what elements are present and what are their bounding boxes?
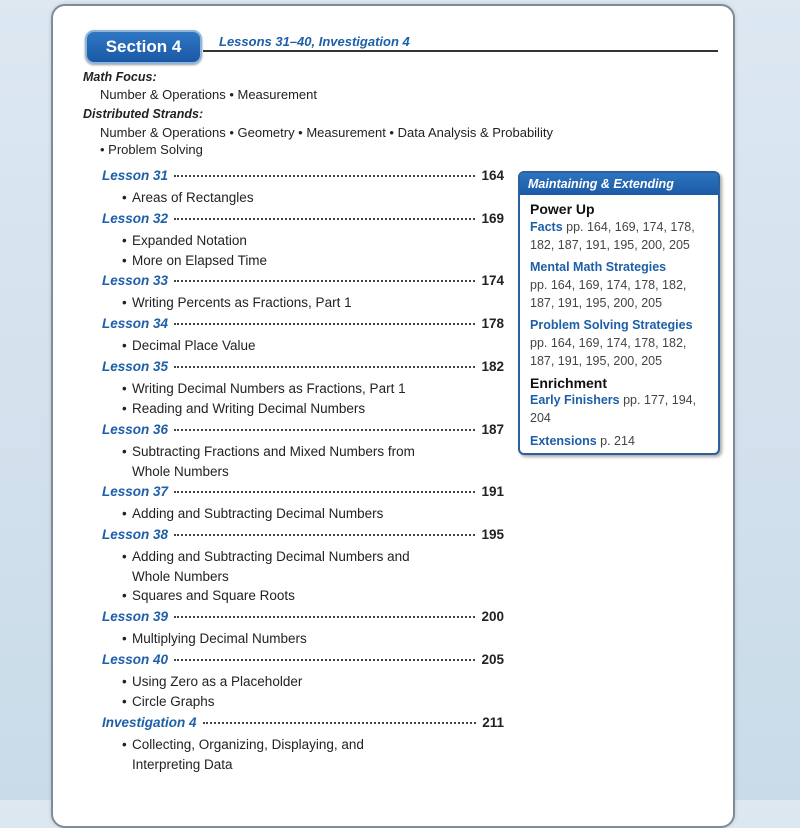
page-number: 191 [481, 484, 504, 499]
lesson-title[interactable]: Lesson 37 [102, 484, 169, 499]
topic-item: • More on Elapsed Time [122, 252, 268, 268]
topic-item-continued: Whole Numbers [132, 463, 229, 479]
lesson-title[interactable]: Lesson 31 [102, 168, 169, 183]
leader-dots [174, 218, 475, 220]
topic-item: • Reading and Writing Decimal Numbers [122, 400, 366, 416]
lesson-title[interactable]: Lesson 33 [102, 273, 169, 288]
page-number: 187 [481, 422, 504, 437]
section-tab: Section 4 [85, 30, 202, 64]
power-up-heading: Power Up [530, 201, 595, 217]
lesson-entry [102, 168, 504, 208]
section-subtitle: Lessons 31–40, Investigation 4 [219, 34, 410, 49]
strands-label: Distributed Strands: [83, 107, 204, 121]
lesson-title[interactable]: Lesson 38 [102, 527, 169, 542]
lesson-entry [102, 316, 504, 356]
facts-entry [530, 218, 708, 254]
page-number: 182 [481, 359, 504, 374]
lesson-title[interactable]: Lesson 36 [102, 422, 169, 437]
facts-pages: pp. 164, 169, 174, 178, 182, 187, 191, 195, 200, 205 [530, 220, 695, 252]
early-finishers-pages: pp. 177, 194, 204 [530, 393, 697, 425]
lesson-entry [102, 211, 504, 270]
mental-math-pages: pp. 164, 169, 174, 178, 182, 187, 191, 195, 200, 205 [530, 278, 687, 310]
problem-solving-pages: pp. 164, 169, 174, 178, 182, 187, 191, 195, 200, 205 [530, 336, 687, 368]
leader-dots [174, 366, 475, 368]
topic-item: • Adding and Subtracting Decimal Numbers [122, 506, 384, 521]
lesson-title[interactable]: Lesson 34 [102, 316, 169, 331]
lesson-title[interactable]: Lesson 35 [102, 359, 169, 374]
topic-item-continued: Interpreting Data [132, 756, 233, 772]
page-number: 195 [481, 527, 504, 542]
maintaining-extending-box [518, 171, 720, 455]
early-finishers-link[interactable]: Early Finishers [530, 393, 620, 407]
topic-item: • Circle Graphs [122, 693, 215, 709]
extensions-link[interactable]: Extensions [530, 434, 597, 448]
header-divider [203, 50, 718, 52]
facts-link[interactable]: Facts [530, 220, 563, 234]
lesson-title[interactable]: Lesson 39 [102, 609, 169, 624]
topic-item: • Squares and Square Roots [122, 588, 295, 603]
mental-math-link[interactable]: Mental Math Strategies [530, 260, 667, 274]
math-focus-label: Math Focus: [83, 70, 157, 84]
topic-item: • Subtracting Fractions and Mixed Numbers from [122, 444, 415, 459]
strands-line-2: • Problem Solving [100, 142, 203, 157]
topic-item: • Multiplying Decimal Numbers [122, 631, 307, 646]
page-number: 200 [481, 609, 504, 624]
lesson-entry [102, 422, 504, 481]
page-number: 178 [481, 316, 504, 331]
page [51, 4, 735, 828]
topic-item: • Writing Decimal Numbers as Fractions, Part 1 [122, 381, 406, 396]
lesson-entry [102, 652, 504, 711]
mental-math-entry [530, 258, 708, 312]
lesson-entry [102, 715, 504, 774]
strands-line-1: Number & Operations • Geometry • Measurement • Data Analysis & Probability [100, 125, 553, 140]
leader-dots [174, 616, 475, 618]
lesson-entry [102, 484, 504, 524]
page-number: 169 [481, 211, 504, 226]
leader-dots [174, 534, 475, 536]
leader-dots [174, 175, 475, 177]
topic-item: • Writing Percents as Fractions, Part 1 [122, 295, 352, 310]
leader-dots [174, 280, 475, 282]
page-number: 205 [481, 652, 504, 667]
topic-item: • Areas of Rectangles [122, 190, 254, 205]
lesson-title[interactable]: Lesson 40 [102, 652, 169, 667]
topic-item: • Using Zero as a Placeholder [122, 674, 303, 689]
box-title: Maintaining & Extending [520, 173, 718, 195]
page-number: 174 [481, 273, 504, 288]
page-number: 211 [482, 715, 504, 730]
early-finishers-entry [530, 391, 708, 427]
leader-dots [174, 323, 475, 325]
leader-dots [174, 491, 475, 493]
problem-solving-entry [530, 316, 708, 370]
lesson-entry [102, 609, 504, 649]
leader-dots [174, 429, 475, 431]
leader-dots [203, 722, 477, 724]
topic-item: • Adding and Subtracting Decimal Numbers and [122, 549, 410, 564]
topic-item: • Expanded Notation [122, 233, 247, 248]
page-number: 164 [481, 168, 504, 183]
extensions-pages: p. 214 [596, 434, 635, 448]
enrichment-heading: Enrichment [530, 375, 608, 391]
extensions-entry [530, 432, 708, 450]
lesson-entry [102, 527, 504, 606]
leader-dots [174, 659, 475, 661]
problem-solving-link[interactable]: Problem Solving Strategies [530, 318, 693, 332]
lesson-title[interactable]: Investigation 4 [102, 715, 197, 730]
math-focus-text: Number & Operations • Measurement [100, 87, 317, 102]
topic-item: • Decimal Place Value [122, 338, 256, 353]
lesson-title[interactable]: Lesson 32 [102, 211, 169, 226]
topic-item-continued: Whole Numbers [132, 568, 229, 584]
topic-item: • Collecting, Organizing, Displaying, and [122, 737, 364, 752]
lesson-entry [102, 359, 504, 418]
lesson-entry [102, 273, 504, 313]
